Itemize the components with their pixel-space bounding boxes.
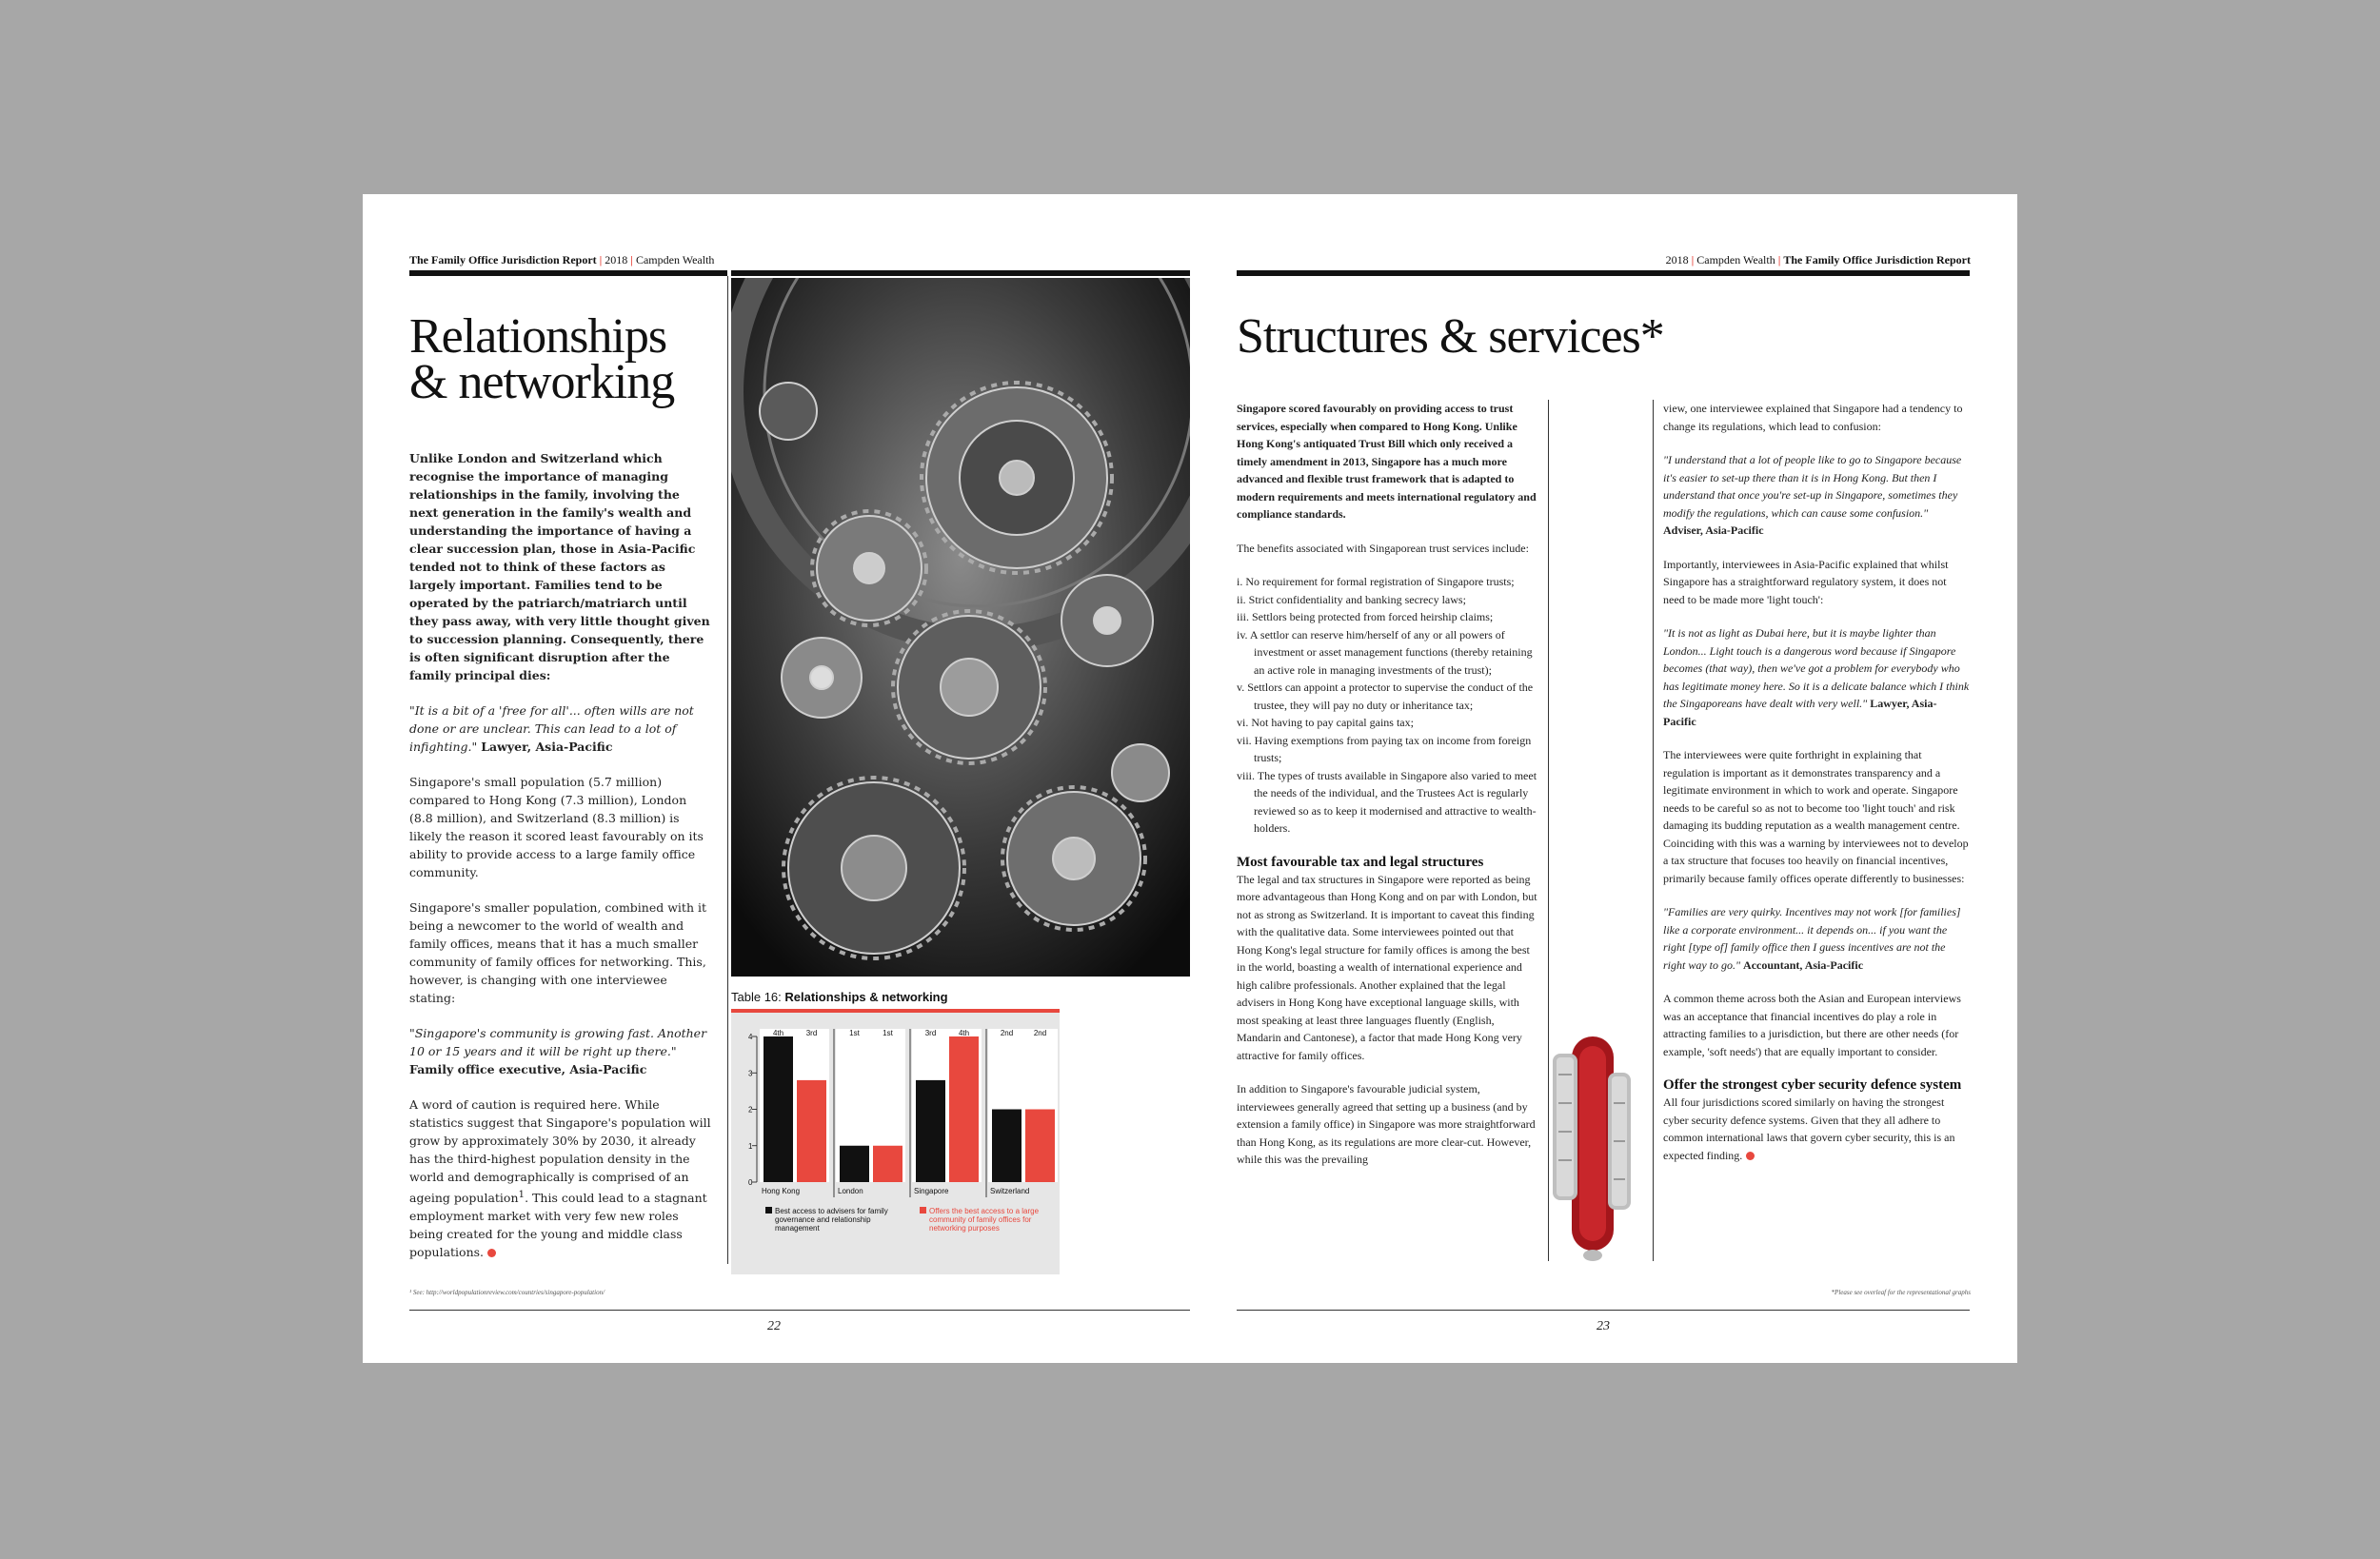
page-number-left: 22 <box>767 1319 781 1333</box>
legend-label: management <box>775 1224 820 1233</box>
right-body-column-2 <box>1663 400 1970 1180</box>
legend-label: Offers the best access to a large <box>929 1207 1040 1215</box>
rank-label: 3rd <box>924 1029 937 1037</box>
chart-panel <box>731 1013 1060 1274</box>
bar-black <box>840 1146 869 1182</box>
page-number-right: 23 <box>1597 1319 1610 1333</box>
header-brand: Campden Wealth <box>1696 253 1775 266</box>
bar-black <box>992 1110 1021 1183</box>
chart-title-prefix: Table 16: <box>731 990 785 1004</box>
quote-block <box>409 701 712 756</box>
list-item: vi. Not having to pay capital gains tax; <box>1237 716 1414 729</box>
legend-label: community of family offices for <box>929 1215 1032 1224</box>
quote-text: "It is not as light as Dubai here, but it is maybe lighter than London... Light touch is a dangerous word because if Singapore becomes (that way), then we've got a problem for everybody who has legitimate money here. So it is a delicate balance which I think the Singaporeans have dealt with very well." <box>1663 626 1970 710</box>
left-footnote: ¹ See: http://worldpopulationreview.com/countries/singapore-population/ <box>409 1289 605 1296</box>
category-label: Switzerland <box>990 1187 1030 1195</box>
body-paragraph: In addition to Singapore's favourable judicial system, interviewees generally agreed that setting up a business (and by extension a family office) in Singapore was more straightforward than Hong Kong, as its regulations are more clear-cut. However, while this was the prevailing <box>1237 1082 1536 1166</box>
left-column-divider <box>727 276 728 1264</box>
list-item: iii. Settlors being protected from forced heirship claims; <box>1237 610 1494 623</box>
body-paragraph: view, one interviewee explained that Singapore had a tendency to change its regulations, which lead to confusion: <box>1663 402 1963 433</box>
para-text: A word of caution is required here. While statistics suggest that Singapore's population will grow by approximately 30% by 2030, it already has the third-highest population density in the world and demographically is comprised of an ageing population <box>409 1097 711 1206</box>
legend-swatch <box>765 1207 772 1214</box>
category-label: London <box>838 1187 863 1195</box>
left-running-header <box>409 253 714 267</box>
body-paragraph: Singapore's small population (5.7 million) compared to Hong Kong (7.3 million), London (8.8 million), and Switzerland (8.3 million) is likely the reason it scored least favourably on its ability to provide access to a large family office community. <box>409 775 704 879</box>
header-separator: | <box>1691 253 1695 266</box>
knife-illustration <box>1551 1027 1636 1265</box>
section-heading: Most favourable tax and legal structures <box>1237 854 1484 870</box>
header-separator: | <box>630 253 633 266</box>
quote-text: "Singapore's community is growing fast. Another 10 or 15 years and it will be right up there." <box>409 1026 707 1058</box>
list-item: ii. Strict confidentiality and banking secrecy laws; <box>1237 592 1466 606</box>
list-item: i. No requirement for formal registration of Singapore trusts; <box>1237 575 1515 588</box>
watch-mechanism-photo <box>731 278 1190 977</box>
quote-block <box>1663 624 1970 730</box>
para-text: . This could lead to a stagnant employment market with very few new roles being created for the young and middle class populations. <box>409 1191 707 1260</box>
quote-attribution: Accountant, Asia-Pacific <box>1743 957 1864 972</box>
rank-label: 4th <box>958 1029 970 1037</box>
rank-label: 4th <box>772 1029 784 1037</box>
body-paragraph: The interviewees were quite forthright in explaining that regulation is important as it demonstrates transparency and a legitimate environment in which to work and operate. Singapore needs to be careful so as not to become too 'light touch' and risk damaging its budding reputation as a wealth management centre. Coinciding with this was a warning by interviewees not to develop a tax structure that focuses too heavily on financial incentives, primarily because family offices operate differently to businesses: <box>1663 748 1969 885</box>
quote-attribution: Adviser, Asia-Pacific <box>1663 523 1764 537</box>
legend-label: Best access to advisers for family <box>775 1207 888 1215</box>
header-separator: | <box>599 253 603 266</box>
right-body-column-1 <box>1237 400 1539 1185</box>
list-item: vii. Having exemptions from paying tax on income from foreign trusts; <box>1237 733 1532 764</box>
quote-text: "It is a bit of a 'free for all'... often wills are not done or are unclear. This can lead to a lot of infighting." <box>409 703 694 754</box>
y-tick-label: 2 <box>748 1105 753 1115</box>
swiss-army-knife-photo <box>1551 1027 1636 1265</box>
left-body-column <box>409 449 712 1278</box>
chart-title <box>731 990 948 1004</box>
list-item: iv. A settlor can reserve him/herself of any or all powers of investment or asset management functions (thereby retaining an active role in managing investments of the trust); <box>1237 627 1533 677</box>
left-footer-rule <box>409 1310 1190 1311</box>
legend-swatch <box>920 1207 926 1214</box>
legend-label: governance and relationship <box>775 1215 871 1224</box>
left-page-title <box>409 309 724 409</box>
title-text: Structures & services* <box>1237 309 1664 364</box>
end-mark-icon <box>487 1249 496 1257</box>
title-line-2: & networking <box>409 355 675 409</box>
right-column-divider-1 <box>1548 400 1549 1261</box>
rank-label: 1st <box>883 1029 893 1037</box>
right-column-divider-2 <box>1653 400 1654 1261</box>
list-item: v. Settlors can appoint a protector to supervise the conduct of the trustee, they will pay no duty or inheritance tax; <box>1237 681 1534 712</box>
right-footnote: *Please see overleaf for the representational graphs <box>1831 1289 1971 1296</box>
header-year: 2018 <box>605 253 628 266</box>
body-paragraph: Importantly, interviewees in Asia-Pacific explained that whilst Singapore has a straightforward regulatory system, it does not need to be made more 'light touch': <box>1663 557 1949 606</box>
header-brand: Campden Wealth <box>635 253 715 266</box>
right-footer-rule <box>1237 1310 1970 1311</box>
bar-red <box>873 1146 902 1182</box>
category-label: Singapore <box>914 1187 949 1195</box>
lead-paragraph: Singapore scored favourably on providing access to trust services, especially when compared to Hong Kong. Unlike Hong Kong's antiquated Trust Bill which only received a timely amendment in 2013, Singapore has a much more advanced and flexible trust framework that is adapted to modern requirements and meets international regulatory and compliance standards. <box>1237 402 1537 521</box>
y-tick-label: 1 <box>748 1141 753 1151</box>
footnote-ref: 1 <box>518 1189 526 1200</box>
title-line-1: Relationships <box>409 309 667 364</box>
bar-black <box>916 1080 945 1182</box>
benefits-list <box>1237 573 1539 838</box>
y-tick-label: 0 <box>748 1178 753 1187</box>
quote-attribution: Lawyer, Asia-Pacific <box>481 740 613 754</box>
right-running-header <box>1666 253 1971 267</box>
body-paragraph <box>1663 1094 1970 1164</box>
end-mark-icon <box>1746 1152 1755 1160</box>
quote-attribution: Family office executive, Asia-Pacific <box>409 1062 647 1076</box>
right-header-rule <box>1237 270 1970 276</box>
y-tick-label: 3 <box>748 1069 753 1078</box>
gear-illustration <box>731 278 1190 977</box>
bar-black <box>764 1036 793 1182</box>
header-report-title: The Family Office Jurisdiction Report <box>1783 253 1971 266</box>
list-item: viii. The types of trusts available in Singapore also varied to meet the needs of the individual, and the Trustees Act is regularly reviewed so as to keep it modernised and attractive to wealth-holders. <box>1237 768 1537 835</box>
rank-label: 2nd <box>1000 1029 1014 1037</box>
header-year: 2018 <box>1665 253 1689 266</box>
chart-title-text: Relationships & networking <box>784 990 948 1004</box>
rank-label: 3rd <box>805 1029 818 1037</box>
body-paragraph <box>409 1095 712 1261</box>
quote-block <box>409 1024 712 1078</box>
para-text: All four jurisdictions scored similarly on having the strongest cyber security defence systems. Given that they all adhere to common international laws that govern cyber security, this is an expected finding. <box>1663 1095 1955 1162</box>
legend-label: networking purposes <box>929 1224 1000 1233</box>
left-header-rule <box>409 270 727 276</box>
quote-text: "I understand that a lot of people like to go to Singapore because it's easier to set-up there than it is in Hong Kong. But then I understand that once you're set-up in Singapore, sometimes they modify the regulations, which can cause some confusion." <box>1663 453 1962 520</box>
right-page-title <box>1237 309 1960 364</box>
bar-chart <box>731 1013 1060 1274</box>
quote-block <box>1663 451 1970 540</box>
quote-attribution: Lawyer, Asia-Pacific <box>1663 697 1937 728</box>
header-separator: | <box>1777 253 1781 266</box>
body-paragraph: A common theme across both the Asian and European interviews was an acceptance that financial incentives do play a role in attracting families to a jurisdiction, but there are other needs (for example, 'soft needs') that are equally important to consider. <box>1663 992 1961 1058</box>
header-report-title: The Family Office Jurisdiction Report <box>409 253 597 266</box>
left-header-rule-image <box>731 270 1190 276</box>
body-paragraph: The legal and tax structures in Singapore were reported as being more advantageous than Hong Kong and on par with London, but not as strong as Switzerland. It is important to caveat this finding with the qualitative data. Some interviewees pointed out that Hong Kong's legal structure for family offices is among the best in the world, boasting a wealth of international experience and high calibre professionals. Another explained that the legal advisers in Hong Kong have exceptional language skills, with most speaking at least three languages fluently (English, Mandarin and Cantonese), a factor that made Hong Kong very attractive for family offices. <box>1237 872 1537 1062</box>
body-paragraph: Singapore's smaller population, combined with it being a newcomer to the world of wealth and family offices, means that it has a much smaller community of family offices for networking. This, however, is changing with one interviewee stating: <box>409 900 706 1005</box>
body-paragraph: The benefits associated with Singaporean trust services include: <box>1237 541 1529 555</box>
bar-red <box>1025 1110 1055 1183</box>
quote-text: "Families are very quirky. Incentives may not work [for families] like a corporate environment... it depends on... if you want the right [type of] family office then I guess incentives are not the right way to go." <box>1663 905 1961 972</box>
section-heading: Offer the strongest cyber security defence system <box>1663 1077 1962 1093</box>
quote-block <box>1663 903 1970 974</box>
magazine-spread <box>363 194 2017 1363</box>
bar-red <box>797 1080 826 1182</box>
rank-label: 1st <box>849 1029 860 1037</box>
bar-red <box>949 1036 979 1182</box>
category-label: Hong Kong <box>762 1187 801 1195</box>
lead-paragraph: Unlike London and Switzerland which recognise the importance of managing relationships in the family, involving the next generation in the family's wealth and understanding the importance of having a clear succession plan, those in Asia-Pacific tended not to think of these factors as largely important. Families tend to be operated by the patriarch/matriarch until they pass away, with very little thought given to succession planning. Consequently, there is often significant disruption after the family principal dies: <box>409 451 710 682</box>
rank-label: 2nd <box>1033 1029 1047 1037</box>
y-tick-label: 4 <box>748 1033 753 1041</box>
